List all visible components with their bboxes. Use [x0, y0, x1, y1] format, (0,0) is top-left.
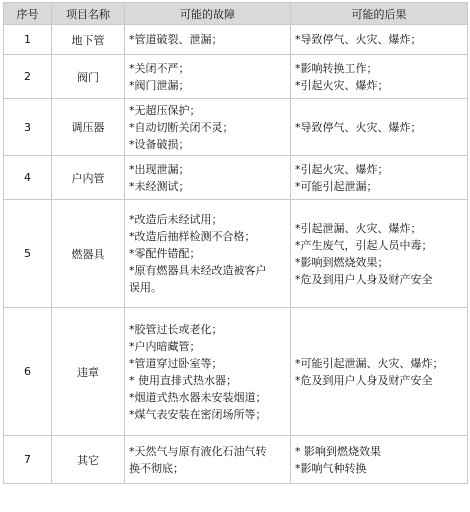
- header-results: 可能的后果: [291, 3, 468, 25]
- fault-line: *管道破裂、泄漏；: [129, 33, 223, 46]
- item-name: 户内管: [52, 156, 125, 200]
- possible-faults-cell: [125, 55, 291, 99]
- fault-line: *原有燃器具未经改造被客户: [129, 264, 267, 277]
- row-number: 3: [4, 99, 52, 156]
- possible-faults-cell: [125, 156, 291, 200]
- result-line: *导致停气、火灾、爆炸；: [295, 33, 422, 46]
- row-number: 7: [4, 436, 52, 484]
- possible-faults-cell: [125, 25, 291, 55]
- fault-table: [3, 2, 468, 484]
- possible-results-cell: [291, 200, 468, 308]
- result-line: *影响到燃烧效果；: [295, 255, 389, 269]
- possible-faults-cell: [125, 200, 291, 308]
- fault-line: *管道穿过卧室等；: [129, 356, 223, 370]
- table-row: [4, 308, 468, 436]
- possible-results-cell: [291, 99, 468, 156]
- result-line: *引起火灾、爆炸；: [295, 78, 389, 92]
- fault-line: *户内暗藏管；: [129, 339, 201, 353]
- result-line: *危及到用户人身及财产安全: [295, 373, 433, 387]
- fault-line: *自动切断关闭不灵；: [129, 120, 234, 134]
- result-line: *危及到用户人身及财产安全: [295, 272, 433, 286]
- possible-results-cell: [291, 156, 468, 200]
- result-line: *可能引起泄漏；: [295, 179, 378, 193]
- table-row: [4, 436, 468, 484]
- item-name: 燃器具: [52, 200, 125, 308]
- fault-line: *无超压保护；: [129, 103, 201, 117]
- possible-results-cell: [291, 308, 468, 436]
- table-row: [4, 55, 468, 99]
- result-line: *引起火灾、爆炸；: [295, 162, 389, 176]
- fault-line: *零配件错配；: [129, 247, 201, 260]
- header-faults: 可能的故障: [125, 3, 291, 25]
- fault-line: *改造后抽样检测不合格；: [129, 230, 256, 243]
- result-line: *导致停气、火灾、爆炸；: [295, 120, 422, 134]
- row-number: 2: [4, 55, 52, 99]
- fault-table-container: [3, 2, 468, 484]
- item-name: 调压器: [52, 99, 125, 156]
- fault-line: *设备破损；: [129, 137, 190, 151]
- table-row: [4, 156, 468, 200]
- row-number: 5: [4, 200, 52, 308]
- result-line: *影响气种转换: [295, 461, 367, 475]
- header-no: 序号: [4, 3, 52, 25]
- result-line: *可能引起泄漏、火灾、爆炸；: [295, 356, 444, 370]
- fault-line: *改造后未经试用；: [129, 213, 223, 226]
- fault-line: 误用。: [129, 281, 162, 294]
- row-number: 4: [4, 156, 52, 200]
- header-name: 项目名称: [52, 3, 125, 25]
- possible-faults-cell: [125, 436, 291, 484]
- item-name: 阀门: [52, 55, 125, 99]
- result-line: * 影响到燃烧效果: [295, 444, 381, 458]
- possible-faults-cell: [125, 99, 291, 156]
- result-line: *引起泄漏、火灾、爆炸；: [295, 221, 422, 235]
- item-name: 地下管: [52, 25, 125, 55]
- header-row: [4, 3, 468, 25]
- fault-line: *烟道式热水器未安装烟道；: [129, 390, 267, 404]
- possible-results-cell: [291, 436, 468, 484]
- result-line: *产生废气，引起人员中毒；: [295, 238, 433, 252]
- fault-line: *关闭不严；: [129, 61, 190, 75]
- possible-faults-cell: [125, 308, 291, 436]
- fault-line: 换不彻底；: [129, 461, 184, 475]
- table-row: [4, 200, 468, 308]
- row-number: 6: [4, 308, 52, 436]
- fault-line: *未经测试；: [129, 179, 190, 193]
- result-line: *影响转换工作；: [295, 61, 378, 75]
- possible-results-cell: [291, 25, 468, 55]
- fault-line: *天然气与原有液化石油气转: [129, 444, 267, 458]
- table-body: [4, 25, 468, 484]
- fault-line: *胶管过长或老化；: [129, 322, 223, 336]
- fault-line: *出现泄漏；: [129, 162, 190, 176]
- fault-line: * 使用直排式热水器；: [129, 373, 237, 387]
- fault-line: *阀门泄漏；: [129, 78, 190, 92]
- table-row: [4, 25, 468, 55]
- row-number: 1: [4, 25, 52, 55]
- item-name: 违章: [52, 308, 125, 436]
- fault-line: *煤气表安装在密闭场所等；: [129, 407, 267, 421]
- item-name: 其它: [52, 436, 125, 484]
- possible-results-cell: [291, 55, 468, 99]
- table-row: [4, 99, 468, 156]
